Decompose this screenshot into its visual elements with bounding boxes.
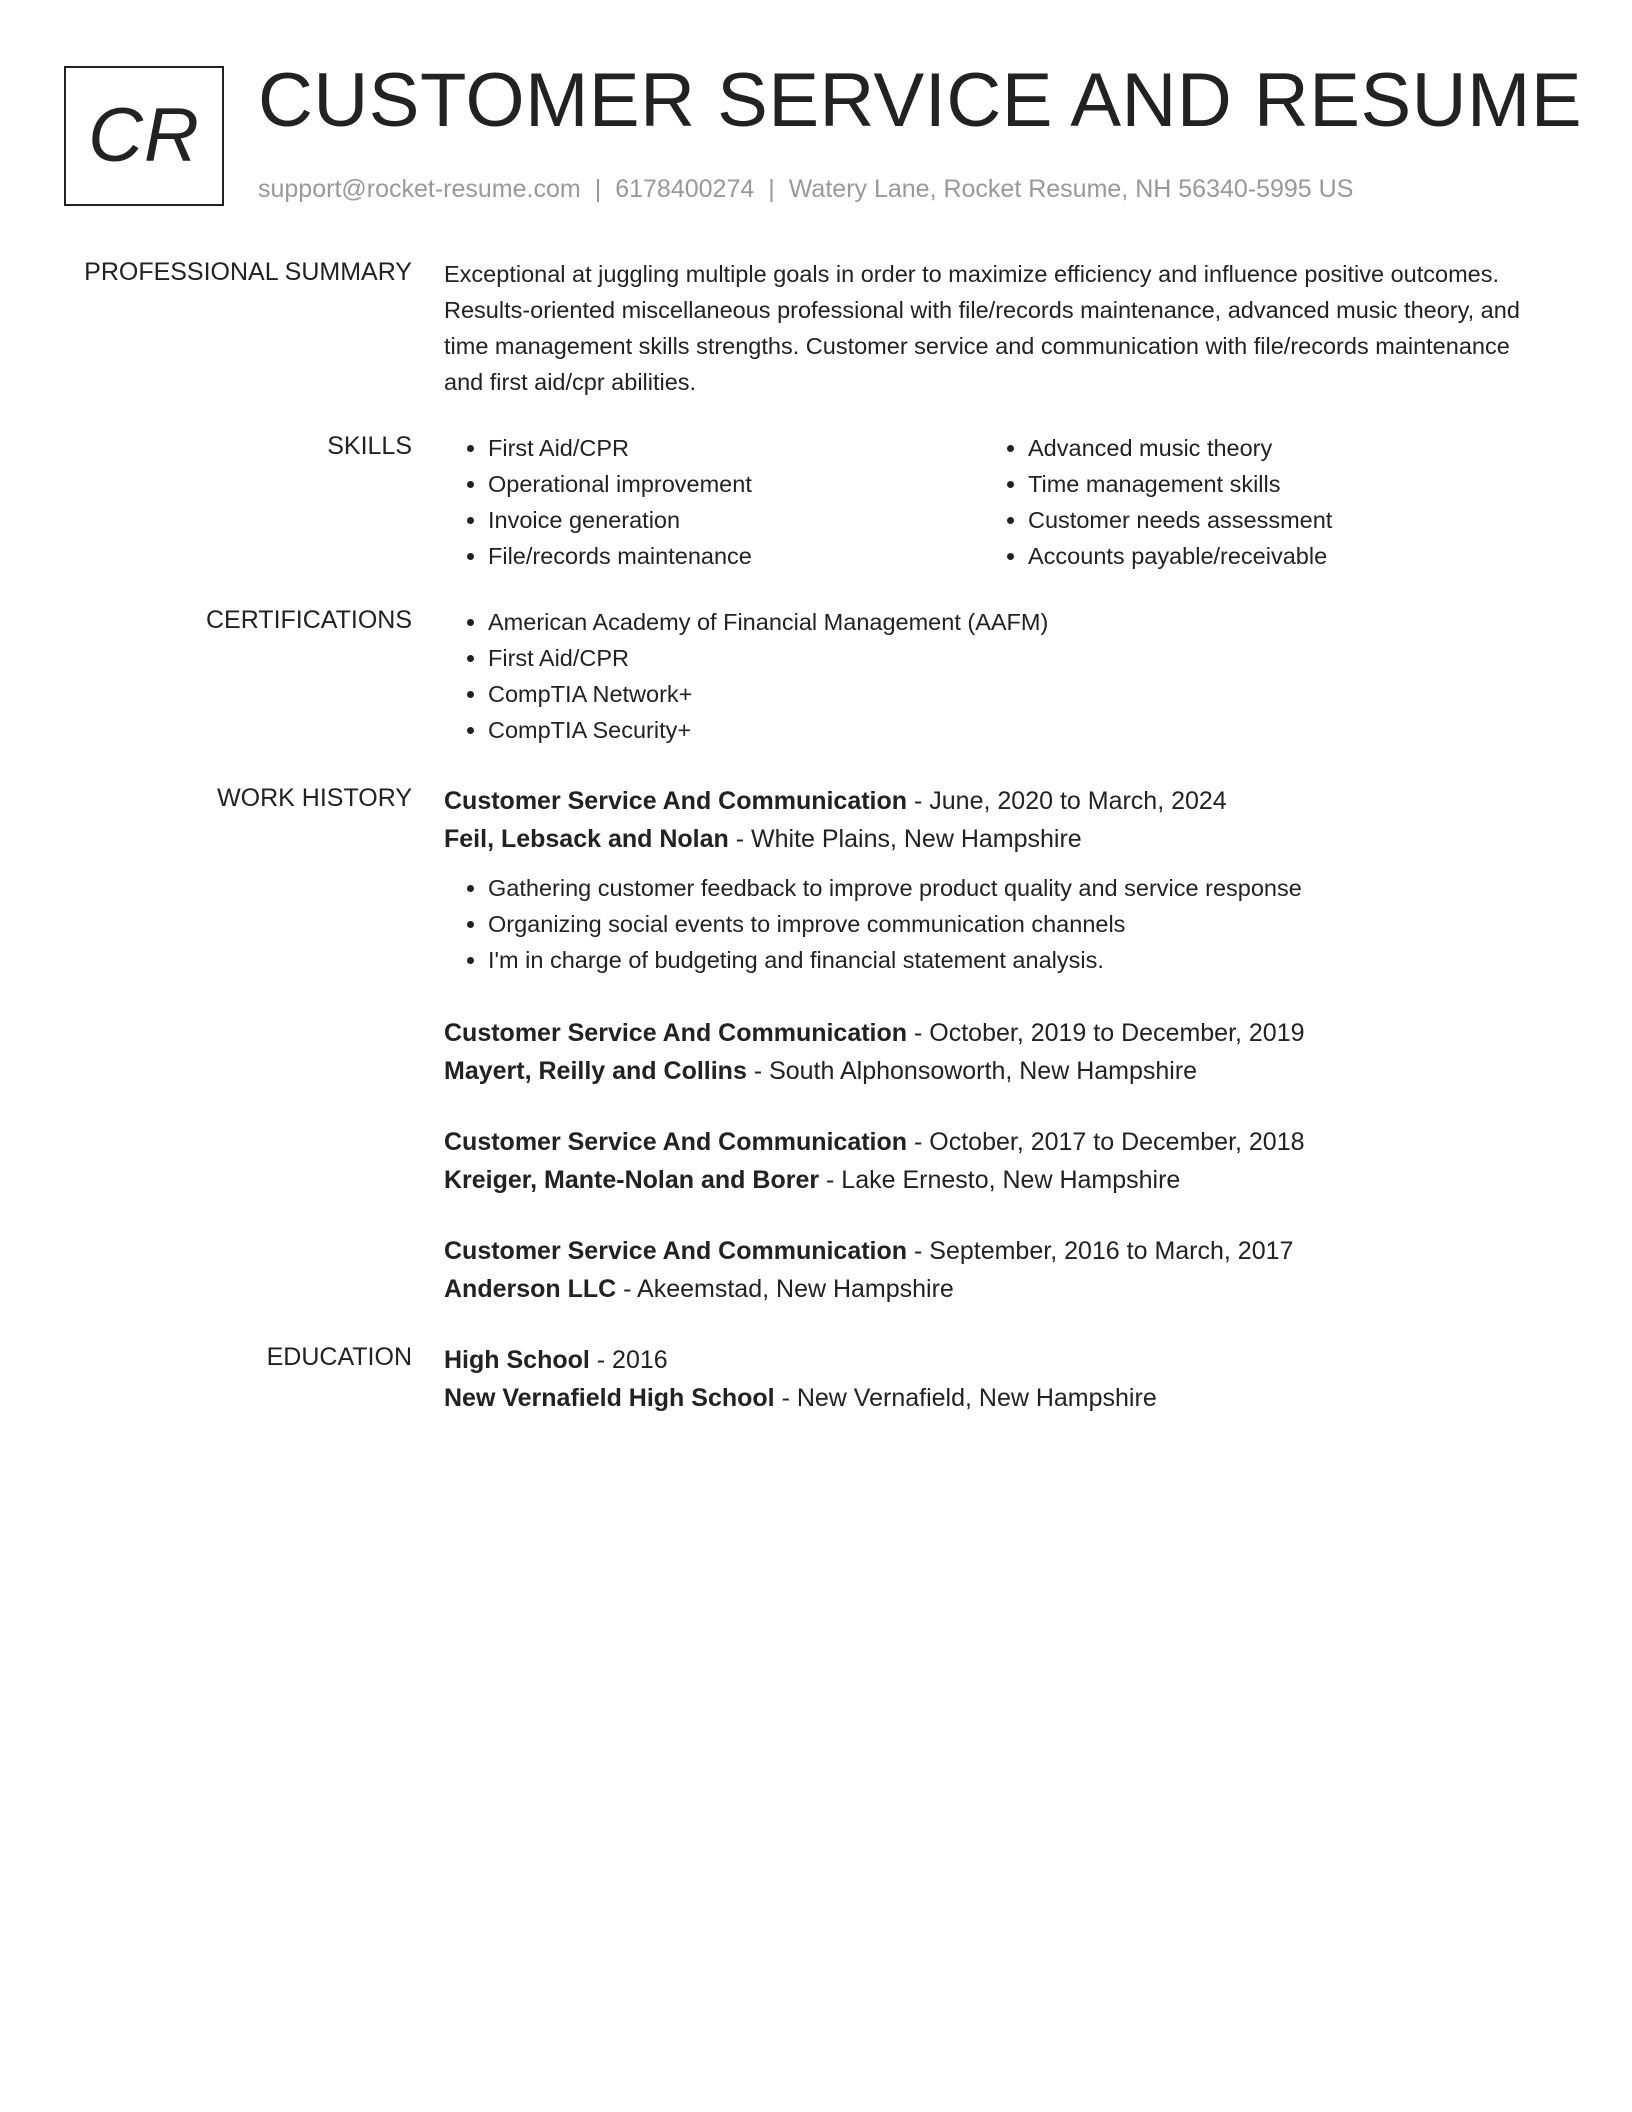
contact-email: support@rocket-resume.com — [258, 175, 581, 203]
job-title: Customer Service And Communication — [444, 787, 908, 815]
section-label-summary: PROFESSIONAL SUMMARY — [84, 258, 412, 286]
skills-list-left — [444, 430, 984, 574]
list-item: • Customer needs assessment — [1028, 502, 1524, 538]
job-location: - Akeemstad, New Hampshire — [616, 1275, 954, 1303]
job-entry — [444, 1014, 1524, 1090]
list-item: • American Academy of Financial Management (AAFM) — [488, 604, 1524, 640]
job-org-line — [444, 1161, 1524, 1199]
contact-phone: 6178400274 — [615, 175, 755, 203]
list-item: • Operational improvement — [488, 466, 984, 502]
job-company: Kreiger, Mante-Nolan and Borer — [444, 1166, 820, 1194]
skills-list-right — [984, 430, 1524, 574]
list-item: • Invoice generation — [488, 502, 984, 538]
job-org-line — [444, 1270, 1524, 1308]
monogram-box — [64, 66, 224, 206]
education-school-line — [444, 1379, 1524, 1417]
job-company: Anderson LLC — [444, 1275, 617, 1303]
job-title-line — [444, 782, 1524, 820]
education-degree: High School — [444, 1346, 590, 1374]
section-label-education: EDUCATION — [266, 1343, 412, 1371]
education-location: - New Vernafield, New Hampshire — [774, 1384, 1157, 1412]
job-location: - South Alphonsoworth, New Hampshire — [746, 1057, 1198, 1085]
monogram-initials: CR — [88, 93, 200, 178]
section-label-skills: SKILLS — [327, 432, 412, 460]
job-entry — [444, 1232, 1524, 1308]
education-content — [444, 1341, 1524, 1417]
job-entry — [444, 782, 1524, 978]
skills-columns — [444, 430, 1524, 574]
education-year: - 2016 — [589, 1346, 668, 1374]
job-title: Customer Service And Communication — [444, 1019, 908, 1047]
job-title: Customer Service And Communication — [444, 1237, 908, 1265]
list-item: • Accounts payable/receivable — [1028, 538, 1524, 574]
job-company: Mayert, Reilly and Collins — [444, 1057, 747, 1085]
job-title-line — [444, 1123, 1524, 1161]
job-title: Customer Service And Communication — [444, 1128, 908, 1156]
list-item: • Time management skills — [1028, 466, 1524, 502]
list-item: • I'm in charge of budgeting and financial statement analysis. — [488, 942, 1524, 978]
contact-separator: | — [594, 175, 602, 203]
summary-text: Exceptional at juggling multiple goals in order to maximize efficiency and influence positive outcomes. Results-oriented miscellaneous professional with file/records maintenance, advanced music theory, and time management skills strengths. Customer service and communication with file/records maintenance and first aid/cpr abilities. — [444, 261, 1520, 395]
job-dates: - June, 2020 to March, 2024 — [907, 787, 1227, 815]
list-item: • CompTIA Security+ — [488, 712, 1524, 748]
education-degree-line — [444, 1341, 1524, 1379]
contact-line — [258, 175, 1353, 204]
certifications-list — [444, 604, 1524, 748]
contact-separator: | — [768, 175, 775, 203]
list-item: • First Aid/CPR — [488, 430, 984, 466]
list-item: • Advanced music theory — [1028, 430, 1524, 466]
job-org-line — [444, 820, 1524, 858]
list-item: • CompTIA Network+ — [488, 676, 1524, 712]
job-location: - White Plains, New Hampshire — [728, 825, 1082, 853]
list-item: • Gathering customer feedback to improve product quality and service response — [488, 870, 1524, 906]
education-school: New Vernafield High School — [444, 1384, 775, 1412]
job-title-line — [444, 1014, 1524, 1052]
job-location: - Lake Ernesto, New Hampshire — [819, 1166, 1181, 1194]
job-dates: - October, 2019 to December, 2019 — [907, 1019, 1305, 1047]
list-item: • First Aid/CPR — [488, 640, 1524, 676]
contact-address: Watery Lane, Rocket Resume, NH 56340-5995 US — [788, 175, 1354, 203]
job-entry — [444, 1123, 1524, 1199]
list-item: • Organizing social events to improve communication channels — [488, 906, 1524, 942]
section-label-work: WORK HISTORY — [217, 784, 412, 812]
resume-title: CUSTOMER SERVICE AND RESUME — [258, 58, 1583, 143]
job-company: Feil, Lebsack and Nolan — [444, 825, 729, 853]
job-bullets — [444, 870, 1524, 978]
job-title-line — [444, 1232, 1524, 1270]
job-dates: - September, 2016 to March, 2017 — [907, 1237, 1294, 1265]
section-label-certifications: CERTIFICATIONS — [205, 606, 412, 634]
certifications-content — [444, 604, 1524, 748]
list-item: • File/records maintenance — [488, 538, 984, 574]
job-dates: - October, 2017 to December, 2018 — [907, 1128, 1305, 1156]
job-org-line — [444, 1052, 1524, 1090]
